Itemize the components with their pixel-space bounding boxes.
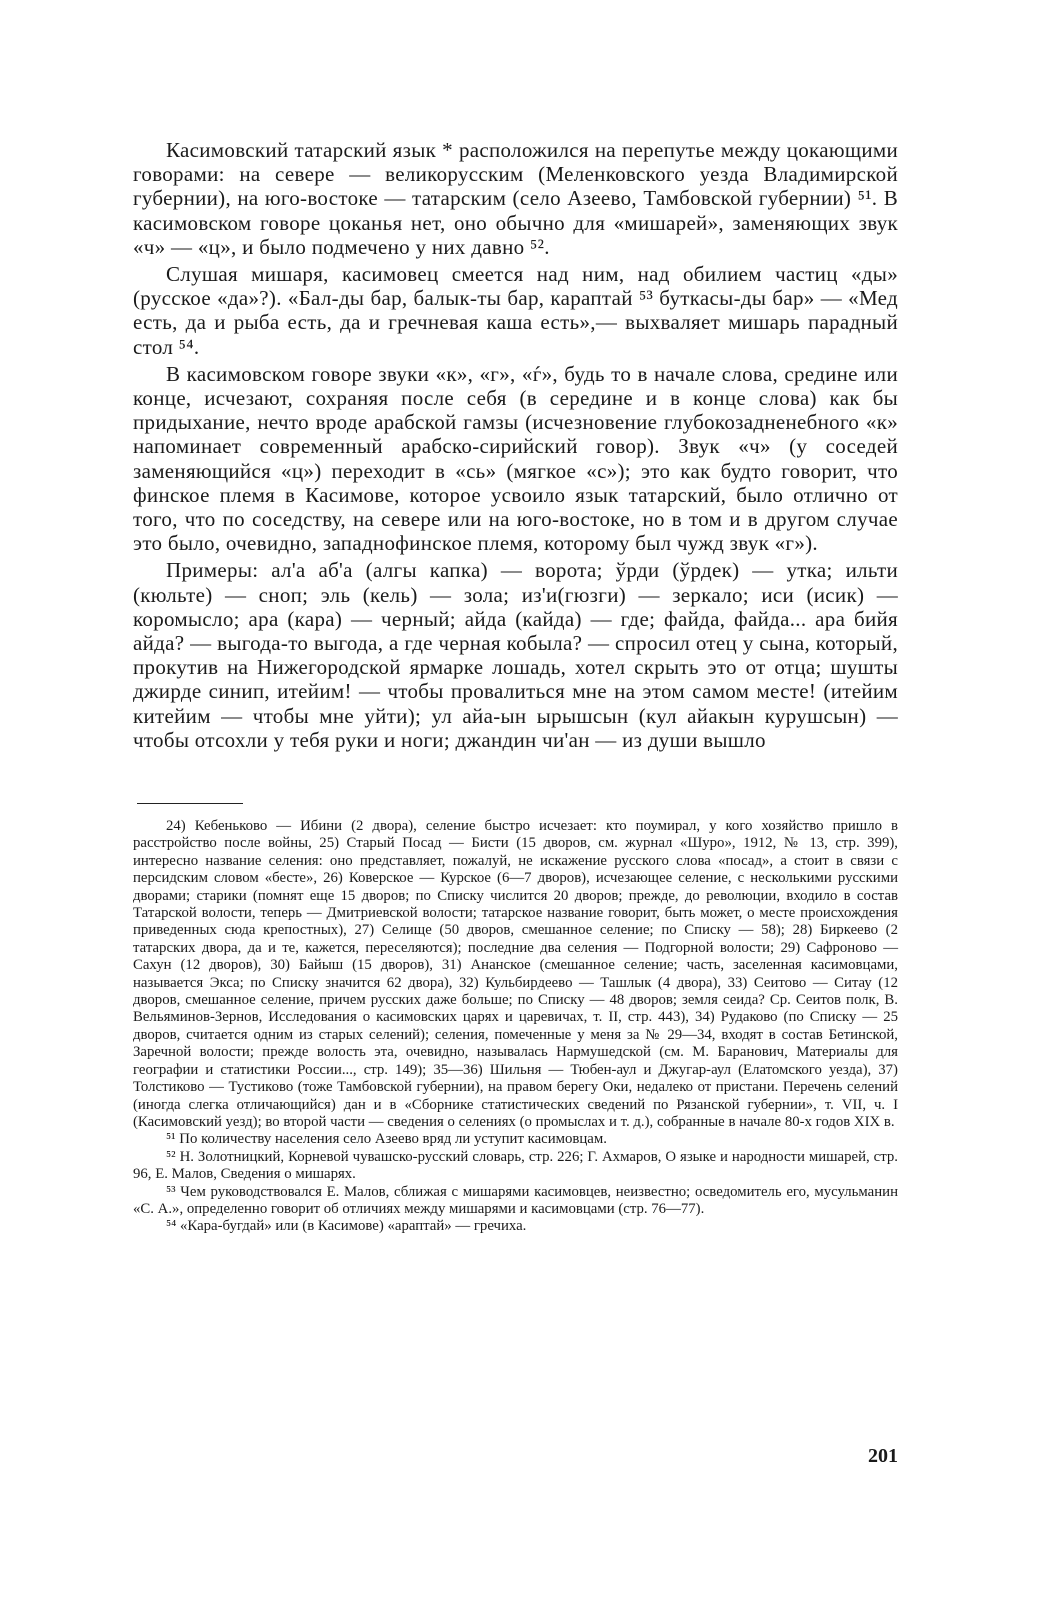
footnotes xyxy=(133,818,898,1236)
page-number: 201 xyxy=(868,1445,898,1467)
footnote-51: ⁵¹ По количеству населения село Азеево вряд ли уступит касимовцам. xyxy=(166,1131,607,1148)
paragraph: Примеры: ал'а аб'а (алгы капка) — ворота; ўрди (ўрдек) — утка; ильти (кюльте) — сноп; эль (кель) — зола; из'и(гюзги) — зеркало; иси (исик) — коромысло; ара (кара) — черный; айда (кайда) — где; файда, файда... ара бийя айда? — выгода-то выгода, а где черная кобыла? — спросил отец у сына, который, прокутив на Нижегородской ярмарке лошадь, хотел скрыть это от отца; шушты джирде синип, итейим! — чтобы провалиться мне на этом самом месте! (итейим китейим — чтобы мне уйти); ул айа-ын ырышсын (кул айакын курушсын) — чтобы отсохли у тебя руки и ноги; джандин чи'ан — из души вышло xyxy=(133,558,898,752)
footnote-52: ⁵² Н. Золотницкий, Корневой чувашско-русский словарь, стр. 226; Г. Ахмаров, О языке и народности мишарей, стр. 96, Е. Малов, Сведения о мишарях. xyxy=(133,1148,898,1183)
footnote-continuation: 24) Кебеньково — Ибини (2 двора), селение быстро исчезает: кто поумирал, у кого хозяйство пришло в расстройство после войны, 25) Старый Посад — Бисти (15 дворов, см. журнал «Шуро», 1912, № 13, стр. 399), интересно название селения: оно представляет, пожалуй, не искажение русского слова «посад», а стоит в связи с персидским словом «бесте», 26) Коверское — Курское (6—7 дворов), исчезающее селение, с несколькими русскими дворами; старики (помнят еще 15 дворов; по Списку числится 20 дворов; прежде, до революции, входило в состав Татарской волости, теперь — Дмитриевской волости; татарское название говорит, быть может, о месте происхождения приведенных сюда крепостных), 27) Селище (50 дворов, смешанное селение; по Списку — 58); 28) Биркеево (2 татарских двора, да и те, кажется, переселяются); последние два селения — Подгорной волости; 29) Сафроново — Сахун (12 дворов), 30) Байыш (15 дворов), 31) Ананское (смешанное селение; часть, заселенная касимовцами, называется Экса; по Списку значится 62 двора), 32) Кульбирдеево — Ташлык (4 двора), 33) Сеитово — Ситау (12 дворов, смешанное селение, причем русских даже больше; по Списку — 48 дворов; земля сеида? Ср. Сеитов полк, В. Вельяминов-Зернов, Исследования о касимовских царях и царевичах, т. II, стр. 443), 34) Рудаково (по Списку — 25 дворов, считается одним из старых селений); селения, помеченные у меня за № 29—34, входят в состав Бетинской, Заречной волости; прежде волость эта, очевидно, называлась Нармушедской (см. М. Баранович, Материалы для географии и статистики России..., стр. 149); 35—36) Шильня — Тюбен-аул и Джугар-аул (Елатомского уезда), 37) Толстиково — Тустиково (тоже Тамбовской губернии), на правом берегу Оки, недалеко от пристани. Перечень селений (иногда слегка отличающийся) дан и в «Сборнике статистических сведений по Рязанской губернии», т. VII, ч. I (Касимовский уезд); во второй части — сведения о селениях (о промыслах и т. д.), собранные в начале 80-х годов XIX в. xyxy=(133,818,898,1130)
footnote-53: ⁵³ Чем руководствовался Е. Малов, сближая с мишарями касимовцев, неизвестно; осведомитель его, мусульманин «С. А.», определенно говорит об отличиях между мишарями и касимовцами (стр. 76—77). xyxy=(133,1183,898,1217)
paragraph: В касимовском говоре звуки «к», «г», «ѓ», будь то в начале слова, средине или конце, исчезают, сохраняя после себя (в середине и в конце слова) как бы придыхание, нечто вроде арабской гамзы (исчезновение глубокозадненебного «к» напоминает современный арабско-сирийский говор). Звук «ч» (у соседей заменяющийся «ц») переходит в «сь» (мягкое «с»); это как будто говорит, что финское племя в Касимове, которое усвоило язык татарский, было отлично от того, что по соседству, на севере или на юго-востоке, но в том и в другом случае это было, очевидно, западнофинское племя, которому был чужд звук «г»). xyxy=(133,361,898,556)
paragraph: Слушая мишаря, касимовец смеется над ним, над обилием частиц «ды» (русское «да»?). «Бал-ды бар, балык-ты бар, караптай ⁵³ буткасы-ды бар» — «Мед есть, да и рыба есть, да и гречневая каша есть»,— выхваляет мишарь парадный стол ⁵⁴. xyxy=(133,262,898,359)
footnote-54: ⁵⁴ «Кара-бугдай» или (в Касимове) «араптай» — гречиха. xyxy=(166,1218,527,1235)
paragraph: Касимовский татарский язык * расположился на перепутье между цокающими говорами: на севере — великорусским (Меленковского уезда Владимирской губернии), на юго-востоке — татарским (село Азеево, Тамбовской губернии) ⁵¹. В касимовском говоре цоканья нет, оно обычно для «мишарей», заменяющих звук «ч» — «ц», и было подмечено у них давно ⁵². xyxy=(133,138,898,259)
main-text xyxy=(133,138,898,755)
footnote-divider xyxy=(137,803,243,804)
